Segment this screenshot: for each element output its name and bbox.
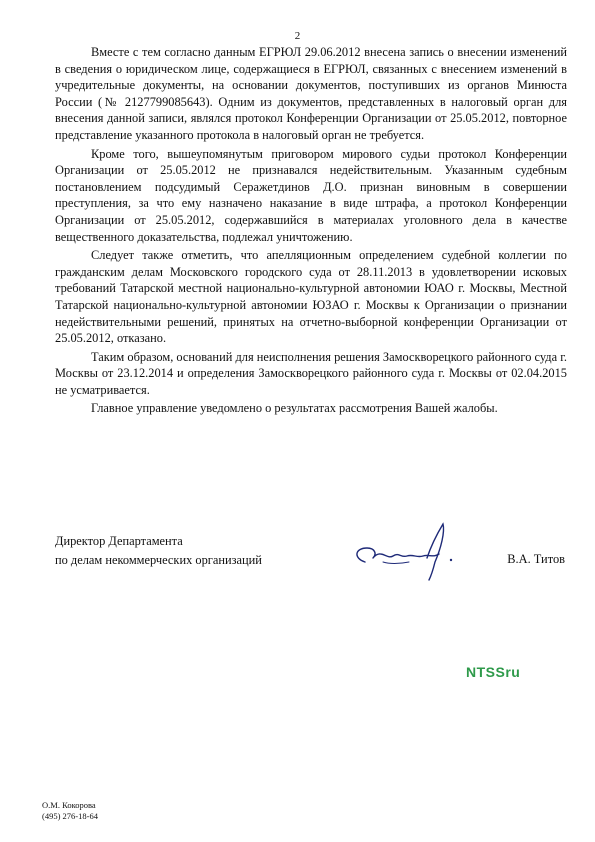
- signature-block: [55, 532, 567, 592]
- letter-body: [55, 44, 567, 419]
- signatory-position-line1: Директор Департамента: [55, 534, 183, 548]
- signatory-position: [55, 532, 262, 570]
- handwritten-signature: [347, 518, 467, 584]
- paragraph-egrul-record: Вместе с тем согласно данным ЕГРЮЛ 29.06.2012 внесена запись о внесении изменений в сведения о юридическом лице, содержащиеся в ЕГРЮЛ, связанных с внесением изменений в учредительные документы, на основании документов, поступивших из органов Минюста России (№ 2127799085643). Одним из документов, представленных в налоговый орган для внесения данной записи, являлся протокол Конференции Организации от 25.05.2012, повторное представление указанного протокола в налоговый орган не требуется.: [55, 45, 567, 142]
- executor-phone: (495) 276-18-64: [42, 811, 98, 821]
- executor-info: [42, 800, 98, 822]
- page-number: 2: [294, 30, 301, 42]
- executor-name: О.М. Кокорова: [42, 800, 96, 810]
- paragraph-court-verdict: Кроме того, вышеупомянутым приговором мирового судьи протокол Конференции Организации от 25.05.2012 не признавался недействительным. Указанным судебным постановлением подсудимый Серажетдинов Д.О. признан виновным в совершении преступления, за что ему назначено наказание в виде штрафа, а протокол Конференции Организации от 25.05.2012, содержавшийся в материалах уголовного дела в качестве вещественного доказательства, подлежал уничтожению.: [55, 146, 567, 244]
- paragraph-appeal-ruling: Следует также отметить, что апелляционным определением судебной коллегии по гражданским делам Московского городского суда от 28.11.2013 в удовлетворении исковых требований Татарской местной национально-культурной автономии ЮАО г. Москвы, Местной Татарской национально-культурной автономии ЮЗАО г. Москвы к Организации о признании недействительными решений, принятых на отчетно-выборной конференции Организации от 25.05.2012, отказано.: [55, 248, 567, 346]
- paragraph-notification: Главное управление уведомлено о результатах рассмотрения Вашей жалобы.: [91, 401, 498, 416]
- signatory-name: В.А. Титов: [507, 552, 565, 566]
- watermark-logo: NTSSru: [466, 664, 521, 680]
- signatory-position-line2: по делам некоммерческих организаций: [55, 553, 262, 567]
- paragraph-conclusion: Таким образом, оснований для неисполнения решения Замоскворецкого районного суда г. Москвы от 23.12.2014 и определения Замоскворецкого районного суда г. Москвы от 02.04.2015 не усматривается.: [55, 349, 567, 397]
